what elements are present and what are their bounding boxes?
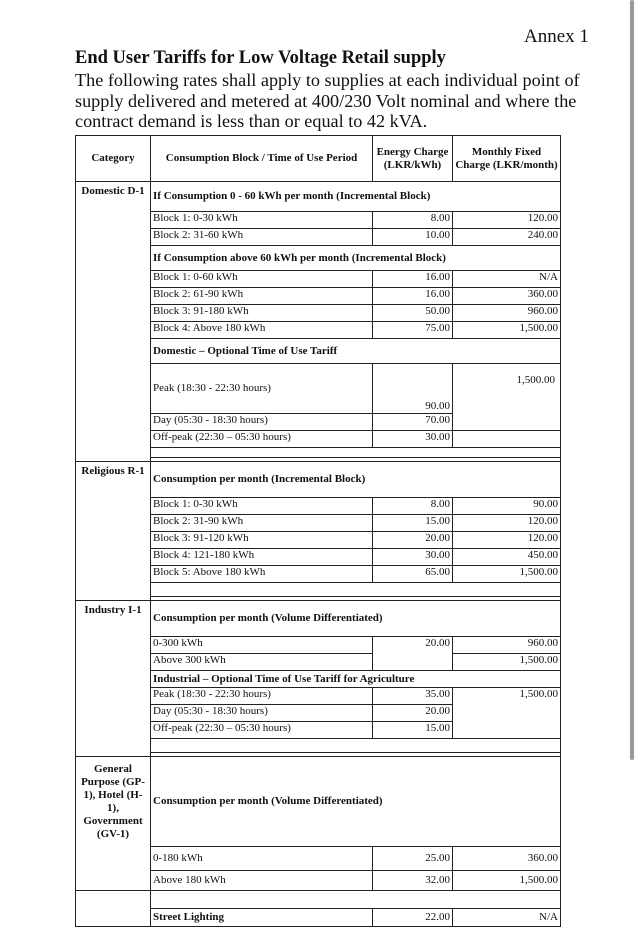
spacer-cell xyxy=(151,891,561,909)
category-general-purpose: General Purpose (GP-1), Hotel (H-1), Government (GV-1) xyxy=(76,757,151,891)
block-cell: Peak (18:30 - 22:30 hours) xyxy=(151,688,373,705)
fixed-cell: N/A xyxy=(453,909,561,927)
section-heading: Consumption per month (Volume Differentiated) xyxy=(151,757,561,847)
block-cell: 0-180 kWh xyxy=(151,847,373,871)
fixed-cell: 120.00 xyxy=(453,515,561,532)
block-cell: Block 2: 61-90 kWh xyxy=(151,288,373,305)
fixed-cell: 960.00 xyxy=(453,305,561,322)
energy-cell: 65.00 xyxy=(373,566,453,583)
block-cell: 0-300 kWh xyxy=(151,637,373,654)
energy-cell: 90.00 xyxy=(373,364,453,414)
energy-cell: 10.00 xyxy=(373,229,453,246)
spacer-cell xyxy=(151,739,561,753)
block-cell: Block 2: 31-90 kWh xyxy=(151,515,373,532)
fixed-cell: 360.00 xyxy=(453,288,561,305)
section-heading: Domestic – Optional Time of Use Tariff xyxy=(151,339,561,364)
spacer-cell xyxy=(76,909,151,927)
energy-cell: 25.00 xyxy=(373,847,453,871)
block-cell: Above 180 kWh xyxy=(151,871,373,891)
energy-cell: 30.00 xyxy=(373,431,453,448)
annex-label: Annex 1 xyxy=(524,26,589,47)
block-cell: Off-peak (22:30 – 05:30 hours) xyxy=(151,722,373,739)
block-cell: Block 3: 91-180 kWh xyxy=(151,305,373,322)
fixed-cell: 450.00 xyxy=(453,549,561,566)
block-cell: Day (05:30 - 18:30 hours) xyxy=(151,414,373,431)
block-cell: Block 2: 31-60 kWh xyxy=(151,229,373,246)
fixed-cell: 1,500.00 xyxy=(453,688,561,739)
spacer-cell xyxy=(151,448,561,458)
block-cell: Block 5: Above 180 kWh xyxy=(151,566,373,583)
table-header-row xyxy=(76,136,561,182)
energy-cell: 20.00 xyxy=(373,637,453,671)
section-heading: If Consumption 0 - 60 kWh per month (Incremental Block) xyxy=(151,182,561,212)
energy-cell: 20.00 xyxy=(373,705,453,722)
fixed-cell: 960.00 xyxy=(453,637,561,654)
scrollbar[interactable] xyxy=(630,0,634,760)
energy-cell: 32.00 xyxy=(373,871,453,891)
energy-cell: 22.00 xyxy=(373,909,453,927)
energy-cell: 15.00 xyxy=(373,515,453,532)
block-cell: Block 3: 91-120 kWh xyxy=(151,532,373,549)
block-cell: Peak (18:30 - 22:30 hours) xyxy=(151,364,373,414)
block-cell: Block 4: Above 180 kWh xyxy=(151,322,373,339)
header-category: Category xyxy=(76,136,151,182)
fixed-cell: 1,500.00 xyxy=(453,364,561,431)
block-cell: Block 4: 121-180 kWh xyxy=(151,549,373,566)
section-heading: Industrial – Optional Time of Use Tariff for Agriculture xyxy=(151,671,561,688)
spacer-cell xyxy=(76,891,151,909)
category-domestic: Domestic D-1 xyxy=(76,182,151,462)
energy-cell: 75.00 xyxy=(373,322,453,339)
fixed-cell: 120.00 xyxy=(453,212,561,229)
energy-cell: 35.00 xyxy=(373,688,453,705)
intro-paragraph: The following rates shall apply to supplies at each individual point of supply delivered and metered at 400/230 Volt nominal and where the contract demand is less than or equal to 42 kVA. xyxy=(75,70,580,131)
tariff-table xyxy=(75,135,561,927)
section-heading: Consumption per month (Incremental Block) xyxy=(151,462,561,498)
header-fixed-charge: Monthly Fixed Charge (LKR/month) xyxy=(453,136,561,182)
energy-cell: 8.00 xyxy=(373,498,453,515)
fixed-cell: 1,500.00 xyxy=(453,871,561,891)
table-row xyxy=(76,909,561,927)
fixed-cell: N/A xyxy=(453,271,561,288)
energy-cell: 20.00 xyxy=(373,532,453,549)
energy-cell: 16.00 xyxy=(373,271,453,288)
energy-cell: 8.00 xyxy=(373,212,453,229)
category-industry: Industry I-1 xyxy=(76,601,151,757)
section-heading: If Consumption above 60 kWh per month (Incremental Block) xyxy=(151,246,561,271)
energy-cell: 15.00 xyxy=(373,722,453,739)
block-cell: Day (05:30 - 18:30 hours) xyxy=(151,705,373,722)
spacer-cell xyxy=(151,583,561,597)
energy-cell: 16.00 xyxy=(373,288,453,305)
fixed-cell: 360.00 xyxy=(453,847,561,871)
fixed-cell: 1,500.00 xyxy=(453,654,561,671)
block-cell: Block 1: 0-30 kWh xyxy=(151,498,373,515)
energy-cell: 70.00 xyxy=(373,414,453,431)
block-cell: Above 300 kWh xyxy=(151,654,373,671)
section-heading: Consumption per month (Volume Differentiated) xyxy=(151,601,561,637)
header-consumption-block: Consumption Block / Time of Use Period xyxy=(151,136,373,182)
street-lighting-label: Street Lighting xyxy=(151,909,373,927)
fixed-cell: 120.00 xyxy=(453,532,561,549)
block-cell: Block 1: 0-60 kWh xyxy=(151,271,373,288)
block-cell: Off-peak (22:30 – 05:30 hours) xyxy=(151,431,373,448)
empty-cell xyxy=(453,431,561,448)
fixed-cell: 1,500.00 xyxy=(453,322,561,339)
fixed-cell: 1,500.00 xyxy=(453,566,561,583)
fixed-cell: 240.00 xyxy=(453,229,561,246)
energy-cell: 50.00 xyxy=(373,305,453,322)
header-energy-charge: Energy Charge (LKR/kWh) xyxy=(373,136,453,182)
document-heading: End User Tariffs for Low Voltage Retail supply xyxy=(75,48,446,68)
energy-cell: 30.00 xyxy=(373,549,453,566)
category-religious: Religious R-1 xyxy=(76,462,151,601)
fixed-cell: 90.00 xyxy=(453,498,561,515)
block-cell: Block 1: 0-30 kWh xyxy=(151,212,373,229)
